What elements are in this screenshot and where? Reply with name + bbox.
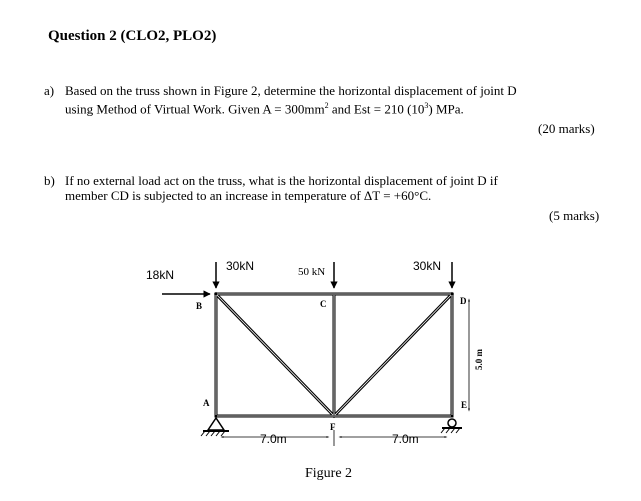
load-label-30kn-b: 30kN bbox=[226, 259, 255, 273]
part-b-label: b) bbox=[44, 173, 55, 188]
load-label-18kn: 18kN bbox=[146, 268, 175, 282]
member-highlights bbox=[216, 294, 452, 416]
question-title: Question 2 (CLO2, PLO2) bbox=[48, 28, 217, 44]
part-a-label: a) bbox=[44, 83, 55, 98]
part-a-line1: Based on the truss shown in Figure 2, determine the horizontal displacement of joint D bbox=[65, 83, 517, 98]
part-a-marks: (20 marks) bbox=[538, 121, 595, 136]
dim-label-height: 5.0 m bbox=[474, 349, 484, 370]
joint-label-a: A bbox=[203, 398, 210, 408]
part-a-line2-pre: using Method of Virtual Work. Given A = 300mm bbox=[65, 101, 325, 117]
load-label-30kn-d: 30kN bbox=[413, 259, 442, 273]
roller-support-e bbox=[441, 419, 462, 433]
joint-label-e: E bbox=[461, 400, 468, 410]
dim-label-right: 7.0m bbox=[392, 432, 419, 446]
part-b-line2: member CD is subjected to an increase in temperature of ΔT = +60°C. bbox=[65, 188, 432, 203]
part-a-line2-mid: and Est = 210 (10 bbox=[328, 101, 425, 117]
part-a-line2-post: ) MPa. bbox=[428, 101, 464, 117]
joint-label-f: F bbox=[330, 422, 336, 432]
part-a-sup-exp: 3 bbox=[424, 101, 429, 110]
joint-label-c: C bbox=[320, 299, 327, 309]
part-b-line1: If no external load act on the truss, what is the horizontal displacement of joint D if bbox=[65, 173, 498, 188]
part-b-marks: (5 marks) bbox=[549, 208, 600, 223]
figure-caption: Figure 2 bbox=[305, 466, 353, 481]
dimension-lines bbox=[222, 300, 469, 446]
part-a-sup-area: 2 bbox=[324, 101, 329, 110]
joint-label-d: D bbox=[460, 296, 467, 306]
pin-support-a bbox=[201, 418, 229, 436]
dim-label-left: 7.0m bbox=[260, 432, 287, 446]
joint-label-b: B bbox=[196, 301, 203, 311]
load-label-50kn-c: 50 kN bbox=[298, 266, 326, 278]
